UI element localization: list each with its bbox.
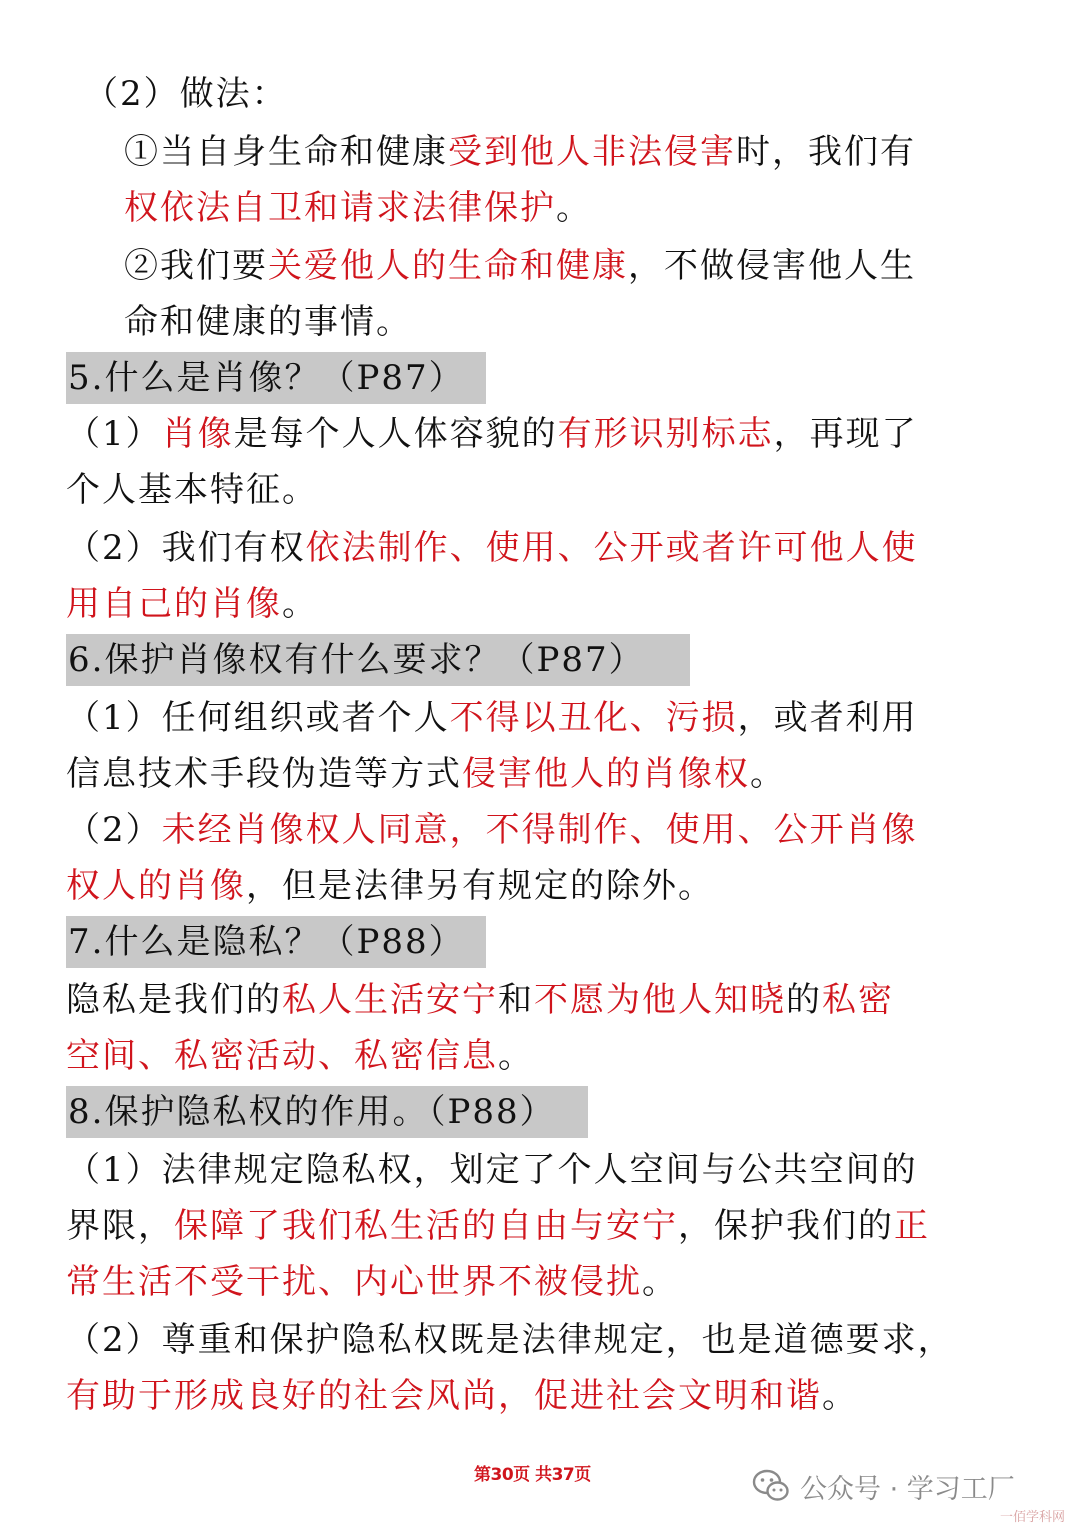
q5-answer-2-line2: 用自己的肖像。 — [66, 584, 318, 624]
site-watermark: 一佰学科网 — [1000, 1510, 1066, 1525]
question-8-heading: 8.保护隐私权的作用。（P88） — [66, 1086, 588, 1138]
q5-answer-2-line1: （2）我们有权依法制作、使用、公开或者许可他人使 — [66, 528, 918, 568]
q8-answer-1-line2: 界限，保障了我们私生活的自由与安宁，保护我们的正 — [66, 1206, 930, 1246]
question-5-heading: 5.什么是肖像？（P87） — [66, 352, 486, 404]
q6-answer-1-line2: 信息技术手段伪造等方式侵害他人的肖像权。 — [66, 754, 786, 794]
practice-item-1-line2: 权依法自卫和请求法律保护。 — [124, 188, 592, 228]
watermark — [752, 1466, 1015, 1506]
q6-answer-2-line2: 权人的肖像，但是法律另有规定的除外。 — [66, 866, 714, 906]
q7-answer-line1: 隐私是我们的私人生活安宁和不愿为他人知晓的私密 — [66, 980, 894, 1020]
q8-answer-2-line1: （2）尊重和保护隐私权既是法律规定，也是道德要求， — [66, 1320, 954, 1360]
q6-answer-2-line1: （2）未经肖像权人同意，不得制作、使用、公开肖像 — [66, 810, 918, 850]
q5-answer-1-line2: 个人基本特征。 — [66, 470, 318, 510]
q8-answer-1-line1: （1）法律规定隐私权，划定了个人空间与公共空间的 — [66, 1150, 918, 1190]
q5-answer-1-line1: （1）肖像是每个人人体容貌的有形识别标志，再现了 — [66, 414, 918, 454]
q8-answer-1-line3: 常生活不受干扰、内心世界不被侵扰。 — [66, 1262, 678, 1302]
wechat-icon — [752, 1469, 790, 1503]
question-6-heading: 6.保护肖像权有什么要求？（P87） — [66, 634, 690, 686]
q7-answer-line2: 空间、私密活动、私密信息。 — [66, 1036, 534, 1076]
page-number: 第30页 共37页 — [474, 1465, 591, 1485]
question-7-heading: 7.什么是隐私？（P88） — [66, 916, 486, 968]
practice-item-1-line1: ①当自身生命和健康受到他人非法侵害时，我们有 — [124, 132, 916, 172]
q8-answer-2-line2: 有助于形成良好的社会风尚，促进社会文明和谐。 — [66, 1376, 858, 1416]
practice-item-2-line1: ②我们要关爱他人的生命和健康，不做侵害他人生 — [124, 246, 916, 286]
practice-heading: （2）做法： — [84, 74, 288, 114]
practice-item-2-line2: 命和健康的事情。 — [124, 302, 412, 342]
q6-answer-1-line1: （1）任何组织或者个人不得以丑化、污损，或者利用 — [66, 698, 918, 738]
watermark-text: 公众号 · 学习工厂 — [800, 1473, 1015, 1505]
